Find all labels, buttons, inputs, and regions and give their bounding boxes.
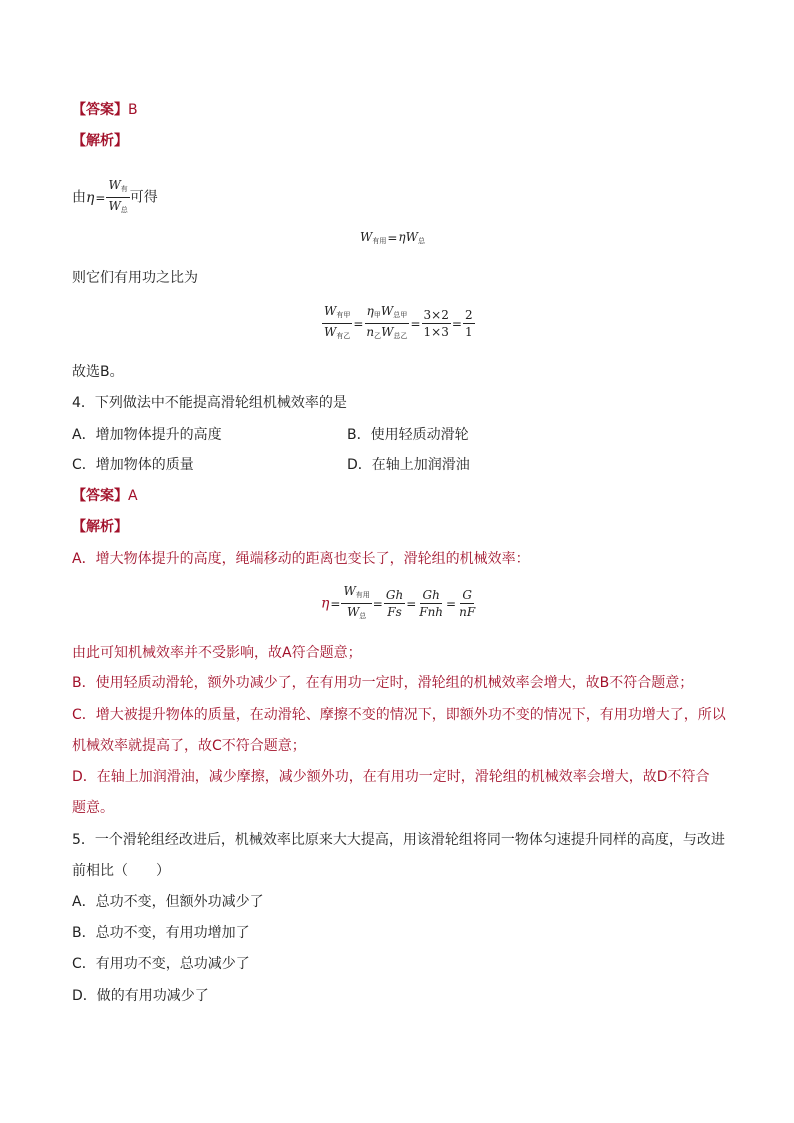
w-symbol: W bbox=[343, 584, 356, 598]
frac-den bbox=[106, 198, 129, 217]
useful-work-formula bbox=[360, 230, 425, 246]
equals-sign: = bbox=[330, 596, 341, 611]
sub: 甲 bbox=[373, 311, 381, 319]
equals-sign: = bbox=[372, 596, 383, 611]
q4-explanation-d1: D．在轴上加润滑油，减少摩擦，减少额外功，在有用功一定时，滑轮组的机械效率会增大，故D不符合 bbox=[72, 769, 710, 785]
equals-sign: = bbox=[353, 316, 364, 331]
q4-option-a: A．增加物体提升的高度 bbox=[72, 427, 222, 443]
answer-label: 【答案】 bbox=[72, 488, 128, 504]
q5-option-b: B．总功不变，有用功增加了 bbox=[72, 925, 250, 941]
frac-num bbox=[341, 584, 371, 604]
w-symbol: W bbox=[346, 605, 360, 619]
sub: 有乙 bbox=[336, 332, 351, 340]
q4-explanation-c2: 机械效率就提高了，故C不符合题意； bbox=[72, 738, 306, 754]
frac-num bbox=[365, 304, 410, 324]
q4-answer bbox=[72, 487, 138, 505]
fraction bbox=[322, 304, 352, 343]
eta-symbol: η bbox=[86, 189, 95, 206]
q5-question-line1: 5．一个滑轮组经改进后，机械效率比原来大大提高，用该滑轮组将同一物体匀速提升同样的高度，与改进 bbox=[72, 832, 725, 848]
q4-explanation-b: B．使用轻质动滑轮，额外功减少了，在有用功一定时，滑轮组的机械效率会增大，故B不符合题意； bbox=[72, 675, 694, 691]
q4-analysis-label: 【解析】 bbox=[72, 519, 128, 535]
line1-suffix: 可得 bbox=[129, 189, 158, 206]
frac-num: G bbox=[462, 588, 472, 602]
frac-den: 1×3 bbox=[423, 325, 449, 339]
sub: 有用 bbox=[355, 591, 370, 599]
w-symbol: W bbox=[324, 325, 337, 339]
sub: 总 bbox=[359, 612, 367, 620]
fraction bbox=[417, 588, 445, 619]
frac-num: 3×2 bbox=[423, 308, 449, 322]
frac-num: 2 bbox=[464, 308, 473, 322]
fraction bbox=[463, 308, 475, 339]
q3-conclusion: 故选B。 bbox=[72, 364, 124, 380]
w-symbol: W bbox=[108, 199, 121, 213]
q4-option-d: D．在轴上加润滑油 bbox=[347, 457, 470, 473]
w-symbol: W bbox=[381, 325, 394, 339]
equals-sign: = bbox=[387, 230, 398, 245]
efficiency-formula bbox=[86, 178, 130, 214]
frac-den: Fs bbox=[387, 605, 402, 619]
frac-num: Gh bbox=[422, 588, 440, 602]
q4-explanation-c1: C．增大被提升物体的质量，在动滑轮、摩擦不变的情况下，即额外功不变的情况下，有用功增大了，所以 bbox=[72, 707, 726, 723]
w-symbol: W bbox=[360, 230, 373, 244]
frac-num bbox=[322, 304, 352, 324]
answer-label: 【答案】 bbox=[72, 102, 128, 118]
equals-sign: = bbox=[451, 316, 462, 331]
q3-answer bbox=[72, 101, 138, 119]
q4-question: 4．下列做法中不能提高滑轮组机械效率的是 bbox=[72, 395, 347, 411]
fraction bbox=[364, 304, 409, 343]
sub: 总乙 bbox=[393, 332, 408, 340]
q5-option-d: D．做的有用功减少了 bbox=[72, 988, 209, 1004]
frac-den bbox=[322, 324, 352, 343]
w-symbol: W bbox=[380, 304, 394, 318]
line1-prefix: 由 bbox=[72, 189, 86, 206]
w-symbol: W bbox=[108, 178, 121, 192]
fraction bbox=[457, 588, 477, 619]
frac-num: Gh bbox=[385, 588, 404, 602]
q3-analysis-label: 【解析】 bbox=[72, 133, 128, 149]
q4-explanation-a2: 由此可知机械效率并不受影响，故A符合题意； bbox=[72, 645, 362, 661]
q5-option-c: C．有用功不变，总功减少了 bbox=[72, 956, 250, 972]
fraction bbox=[384, 588, 405, 619]
n-symbol: n bbox=[366, 325, 375, 339]
q3-line2: 则它们有用功之比为 bbox=[72, 270, 198, 286]
answer-value: B bbox=[128, 102, 138, 118]
fraction bbox=[422, 308, 451, 339]
fraction bbox=[341, 584, 371, 623]
sub-zong: 总 bbox=[417, 237, 425, 245]
efficiency-derivation-formula bbox=[321, 584, 477, 623]
q4-option-b: B．使用轻质动滑轮 bbox=[347, 427, 469, 443]
answer-value: A bbox=[128, 488, 138, 504]
eta-symbol: η bbox=[321, 595, 330, 612]
equals-sign: = bbox=[95, 190, 106, 205]
sub-you: 有 bbox=[120, 185, 128, 193]
equals-sign: = bbox=[410, 316, 421, 331]
sub: 总甲 bbox=[393, 311, 408, 319]
eta-symbol: η bbox=[366, 304, 374, 318]
frac-den: 1 bbox=[464, 325, 473, 339]
w-symbol: W bbox=[324, 304, 337, 318]
q3-line1 bbox=[72, 178, 158, 217]
q4-explanation-d2: 题意。 bbox=[72, 800, 114, 816]
equals-sign: = bbox=[446, 596, 457, 611]
sub-zong: 总 bbox=[120, 206, 128, 214]
frac-den: nF bbox=[459, 605, 476, 619]
frac-den: Fnh bbox=[419, 605, 444, 619]
q4-explanation-a: A．增大物体提升的高度，绳端移动的距离也变长了，滑轮组的机械效率： bbox=[72, 551, 530, 567]
sub: 有甲 bbox=[336, 311, 351, 319]
frac-num bbox=[106, 178, 129, 198]
frac-den bbox=[345, 604, 368, 623]
eta-symbol: η bbox=[398, 230, 406, 244]
q5-question-line2: 前相比（ ） bbox=[72, 863, 170, 879]
fraction bbox=[106, 178, 129, 217]
useful-work-ratio-formula bbox=[322, 304, 475, 343]
sub: 乙 bbox=[374, 332, 382, 340]
equals-sign: = bbox=[406, 596, 417, 611]
sub-youyong: 有用 bbox=[372, 237, 387, 245]
q4-option-c: C．增加物体的质量 bbox=[72, 457, 194, 473]
frac-den bbox=[364, 324, 409, 343]
w-symbol: W bbox=[405, 230, 418, 244]
q5-option-a: A．总功不变，但额外功减少了 bbox=[72, 894, 264, 910]
